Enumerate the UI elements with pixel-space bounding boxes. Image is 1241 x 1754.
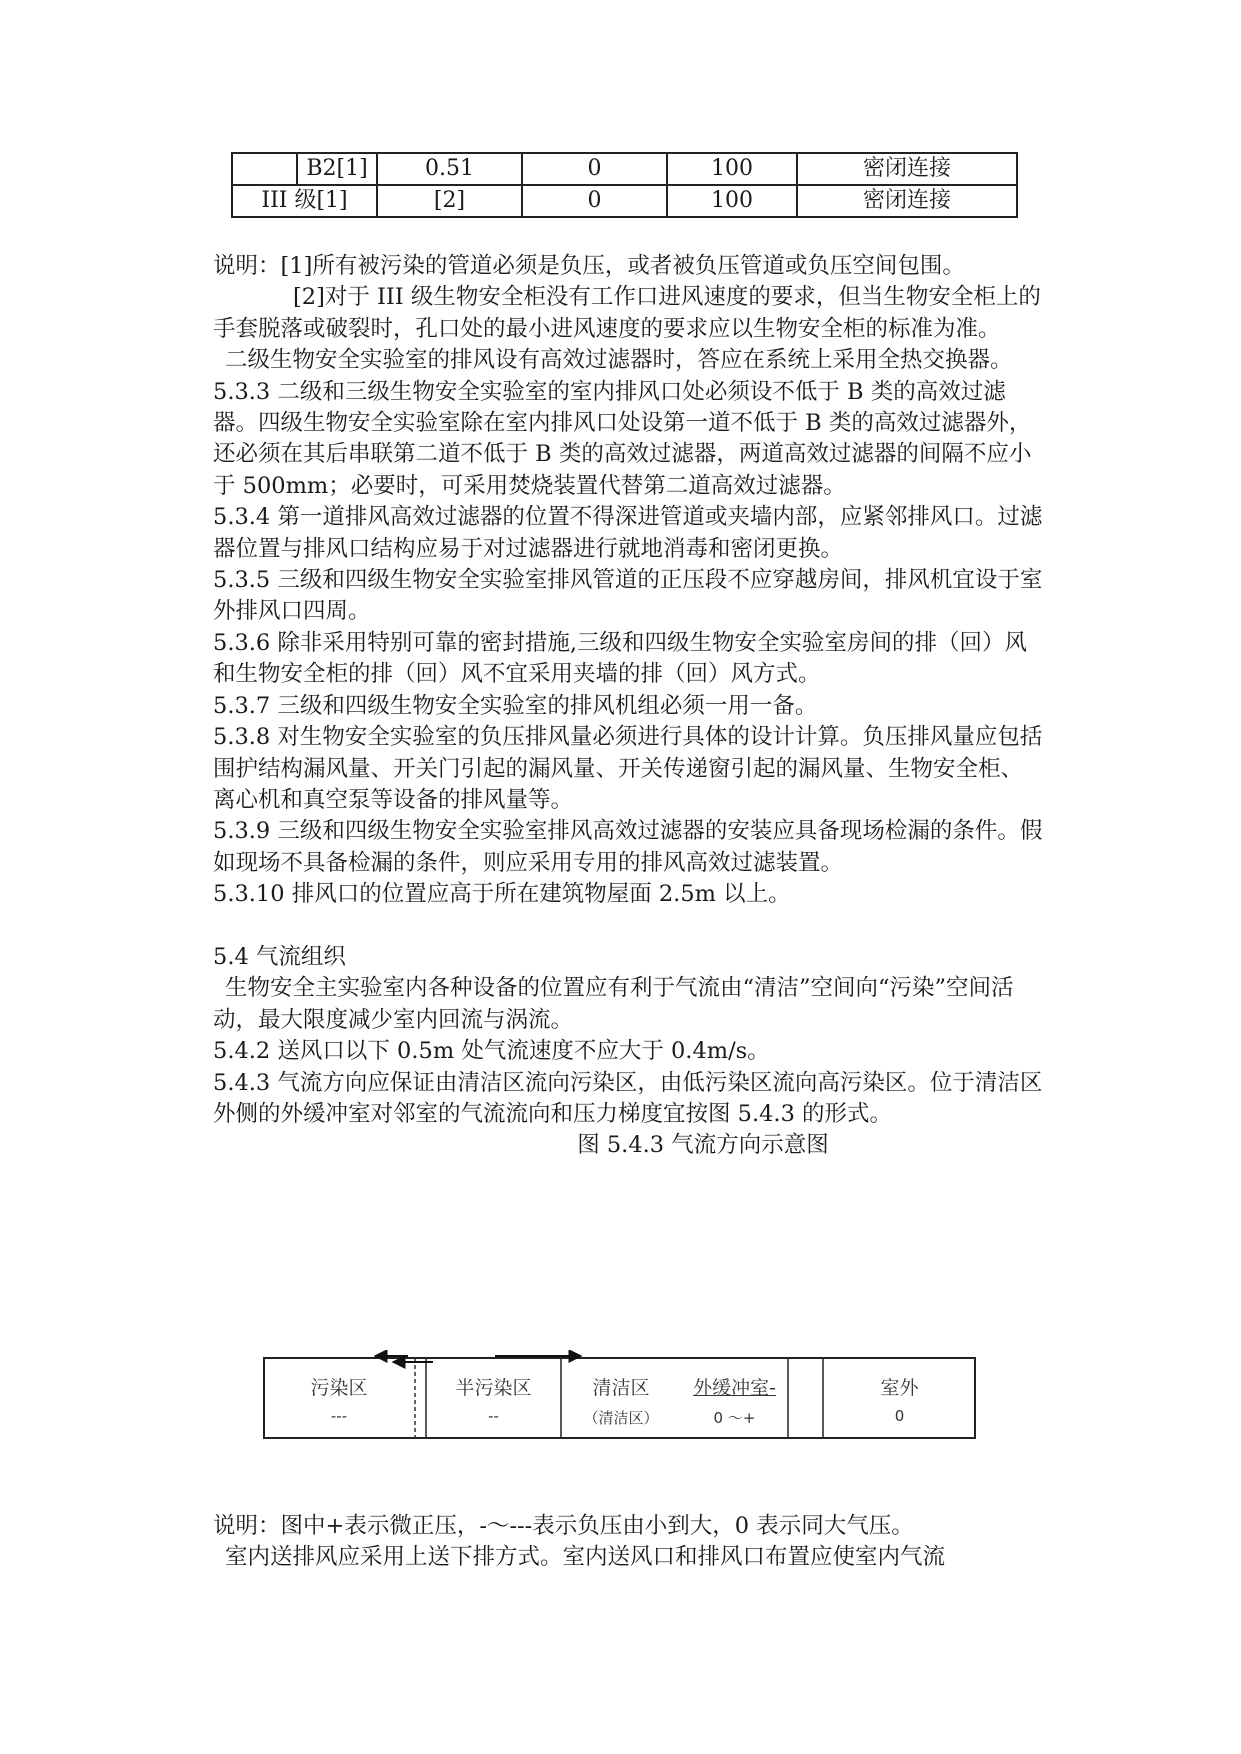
table-cell: 100	[667, 153, 797, 185]
spacer	[213, 911, 1043, 942]
zone-pressure-clean: （清洁区）	[583, 1409, 659, 1427]
zone-label-clean: 清洁区	[592, 1377, 650, 1399]
table-cell: 0.51	[377, 153, 522, 185]
clause-5-3-9: 5.3.9 三级和四级生物安全实验室排风高效过滤器的安装应具备现场检漏的条件。假如现场不具备检漏的条件，则应采用专用的排风高效过滤装置。	[213, 818, 1043, 876]
exchanger-paragraph: 二级生物安全实验室的排风设有高效过滤器时，答应在系统上采用全热交换器。	[225, 347, 1013, 374]
clause-5-3-4: 5.3.4 第一道排风高效过滤器的位置不得深进管道或夹墙内部，应紧邻排风口。过滤器位置与排风口结构应易于对过滤器进行就地消毒和密闭更换。	[213, 504, 1043, 562]
table-cell: 密闭连接	[797, 185, 1017, 217]
clause-5-3-6: 5.3.6 除非采用特别可靠的密封措施,三级和四级生物安全实验室房间的排（回）风和生物安全柜的排（回）风不宜采用夹墙的排（回）风方式。	[213, 629, 1028, 688]
body-text	[213, 251, 1043, 1162]
table-row	[232, 153, 1017, 185]
spec-table	[231, 152, 1018, 218]
bottom-text	[213, 1511, 1043, 1574]
section-heading: 5.4 气流组织	[213, 943, 346, 970]
clause-5-3-5: 5.3.5 三级和四级生物安全实验室排风管道的正压段不应穿越房间，排风机宜设于室外排风口四周。	[213, 567, 1043, 625]
diagram-note: 说明：图中+表示微正压，-～---表示负压由小到大，0 表示同大气压。	[213, 1513, 914, 1539]
table-cell: [2]	[377, 185, 522, 217]
supply-exhaust-paragraph: 室内送排风应采用上送下排方式。室内送风口和排风口布置应使室内气流	[225, 1544, 946, 1571]
note-2: [2]对于 III 级生物安全柜没有工作口进风速度的要求，但当生物安全柜上的手套脱落或破裂时，孔口处的最小进风速度的要求应以生物安全柜的标准为准。	[213, 284, 1041, 342]
table-cell: B2[1]	[297, 153, 377, 185]
table-cell: III 级[1]	[232, 185, 377, 217]
zone-label-outdoor: 室外	[880, 1377, 919, 1399]
table-cell: 100	[667, 185, 797, 217]
clause-5-3-10: 5.3.10 排风口的位置应高于所在建筑物屋面 2.5m 以上。	[213, 881, 791, 908]
table-cell: 密闭连接	[797, 153, 1017, 185]
figure-caption: 图 5.4.3 气流方向示意图	[577, 1132, 829, 1159]
table-cell: 0	[522, 185, 667, 217]
section-paragraph: 生物安全主实验室内各种设备的位置应有利于气流由“清洁”空间向“污染”空间活动，最大限度减少室内回流与涡流。	[213, 975, 1014, 1033]
table-row	[232, 185, 1017, 217]
clause-5-3-3: 5.3.3 二级和三级生物安全实验室的室内排风口处必须设不低于 B 类的高效过滤器。四级生物安全实验室除在室内排风口处设第一道不低于 B 类的高效过滤器外，还必须在其后串联第二道不低于 B 类的高效过滤器，两道高效过滤器的间隔不应小于 500mm；必要时，可采用焚烧装置代替第二道高效过滤器。	[213, 378, 1032, 499]
zone-pressure-outdoor: 0	[894, 1407, 905, 1425]
zone-label-buffer: 外缓冲室-	[693, 1377, 776, 1399]
clause-5-4-2: 5.4.2 送风口以下 0.5m 处气流速度不应大于 0.4m/s。	[213, 1038, 770, 1065]
zone-label-semi: 半污染区	[455, 1377, 532, 1399]
table-cell	[232, 153, 297, 185]
airflow-diagram	[263, 1350, 976, 1440]
zone-pressure-contaminated: ---	[330, 1407, 348, 1425]
zone-label-contaminated: 污染区	[310, 1377, 368, 1399]
clause-5-3-7: 5.3.7 三级和四级生物安全实验室的排风机组必须一用一备。	[213, 692, 818, 719]
zone-pressure-semi: --	[488, 1407, 499, 1425]
clause-5-3-8: 5.3.8 对生物安全实验室的负压排风量必须进行具体的设计计算。负压排风量应包括围护结构漏风量、开关门引起的漏风量、开关传递窗引起的漏风量、生物安全柜、离心机和真空泵等设备的排风量等。	[213, 724, 1043, 813]
clause-5-4-3: 5.4.3 气流方向应保证由清洁区流向污染区，由低污染区流向高污染区。位于清洁区外侧的外缓冲室对邻室的气流流向和压力梯度宜按图 5.4.3 的形式。	[213, 1069, 1043, 1127]
zone-pressure-buffer: 0 ～+	[713, 1409, 756, 1427]
note-1: 说明：[1]所有被污染的管道必须是负压，或者被负压管道或负压空间包围。	[213, 253, 965, 279]
table-cell: 0	[522, 153, 667, 185]
